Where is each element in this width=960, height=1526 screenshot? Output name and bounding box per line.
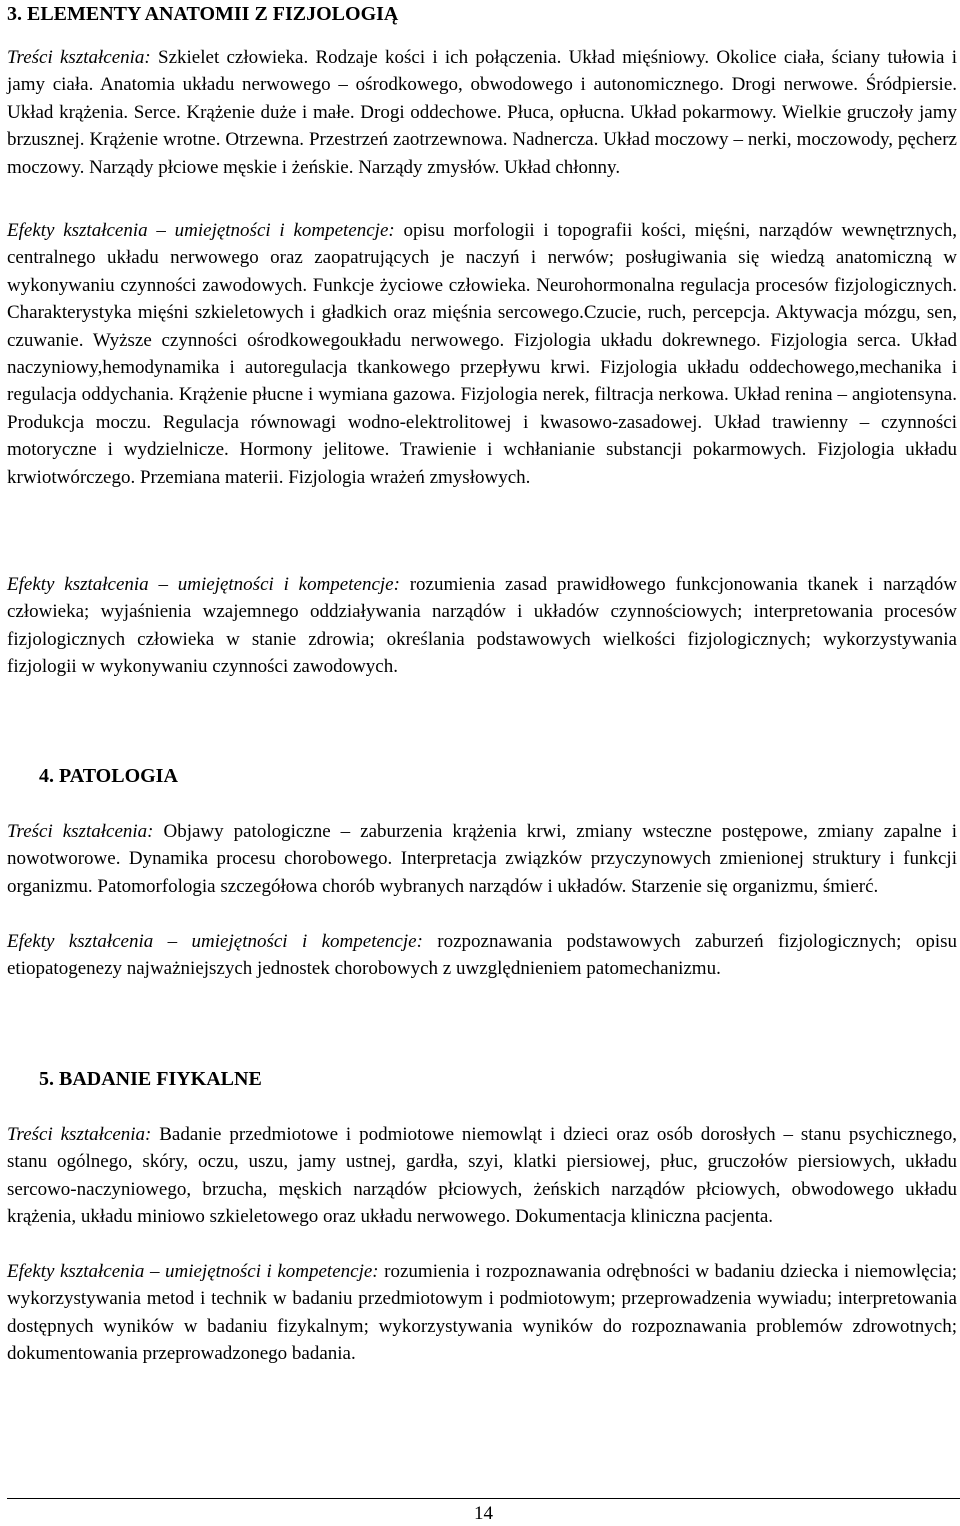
efekty-text: rozumienia i rozpoznawania odrębności w badaniu dziecka i niemowlęcia; wykorzystywania metod i technik w badaniu przedmiotowym i podmiotowym; przeprowadzenia wywiadu; interpretowania dostępnych wyników w badaniu fizykalnym; wykorzystywania wyników do rozpoznawania problemów zdrowotnych; dokumentowania przeprowadzonego badania. (7, 1261, 958, 1365)
section-4-tresci (7, 818, 957, 900)
section-3-tresci (7, 44, 957, 181)
tresci-label: Treści kształcenia: (7, 47, 151, 68)
efekty-label: Efekty kształcenia – umiejętności i kompetencje: (7, 1261, 379, 1282)
section-5-tresci (7, 1121, 957, 1231)
tresci-label: Treści kształcenia: (7, 821, 154, 842)
section-4-efekty (7, 928, 957, 983)
efekty-label: Efekty kształcenia – umiejętności i kompetencje: (7, 220, 395, 241)
efekty-text: rozpoznawania podstawowych zaburzeń fizjologicznych; opisu etiopatogenezy najważniejszych jednostek chorobowych z uwzględnieniem patomechanizmu. (7, 931, 957, 980)
tresci-text: Badanie przedmiotowe i podmiotowe niemowląt i dzieci oraz osób dorosłych – stanu psychicznego, stanu ogólnego, skóry, oczu, uszu, jamy ustnej, gardła, szyi, klatki piersiowej, płuc, gruczołów piersiowych, układu sercowo-naczyniowego, brzucha, męskich narządów płciowych, żeńskich narządów płciowych, obwodowego układu krążenia, układu miniowo szkieletowego oraz układu nerwowego. Dokumentacja kliniczna pacjenta. (7, 1124, 958, 1228)
efekty-text: opisu morfologii i topografii kości, mięśni, narządów wewnętrznych, centralnego układu nerwowego oraz zaopatrujących je naczyń i nerwów; posługiwania się wiedzą anatomiczną w wykonywaniu czynności zawodowych. Funkcje życiowe człowieka. Neurohormonalna regulacja procesów fizjologicznych. Charakterystyka mięśni szkieletowych i gładkich oraz mięśnia sercowego.Czucie, ruch, percepcja. Aktywacja mózgu, sen, czuwanie. Wyższe czynności ośrodkowegoukładu nerwowego. Fizjologia układu dokrewnego. Fizjologia serca. Układ naczyniowy,hemodynamika i autoregulacja tkankowego przepływu krwi. Fizjologia układu oddechowego,mechanika i regulacja oddychania. Krążenie płucne i wymiana gazowa. Fizjologia nerek, filtracja nerkowa. Układ renina – angiotensyna. Produkcja moczu. Regulacja równowagi wodno-elektrolitowej i kwasowo-zasadowej. Układ trawienny – czynności motoryczne i wydzielnicze. Hormony jelitowe. Trawienie i wchłanianie substancji pokarmowych. Fizjologia układu krwiotwórczego. Przemiana materii. Fizjologia wrażeń zmysłowych. (7, 220, 958, 488)
page-number: 14 (474, 1503, 493, 1524)
footer-divider (7, 1498, 960, 1499)
section-3-efekty-2 (7, 571, 957, 681)
section-5-heading: 5. BADANIE FIYKALNE (39, 1068, 262, 1090)
tresci-text: Szkielet człowieka. Rodzaje kości i ich połączenia. Układ mięśniowy. Okolice ciała, ściany tułowia i jamy ciała. Anatomia układu nerwowego – ośrodkowego, obwodowego i autonomicznego. Drogi nerwowe. Śródpiersie. Układ krążenia. Serce. Krążenie duże i małe. Drogi oddechowe. Płuca, opłucna. Układ pokarmowy. Wielkie gruczoły jamy brzusznej. Krążenie wrotne. Otrzewna. Przestrzeń zaotrzewnowa. Nadnercza. Układ moczowy – nerki, moczowody, pęcherz moczowy. Narządy płciowe męskie i żeńskie. Narządy zmysłów. Układ chłonny. (7, 47, 958, 178)
efekty-label: Efekty kształcenia – umiejętności i kompetencje: (7, 574, 400, 595)
efekty-label: Efekty kształcenia – umiejętności i kompetencje: (7, 931, 423, 952)
section-4-heading: 4. PATOLOGIA (39, 765, 178, 787)
tresci-label: Treści kształcenia: (7, 1124, 152, 1145)
section-3-efekty-1 (7, 217, 957, 491)
tresci-text: Objawy patologiczne – zaburzenia krążenia krwi, zmiany wsteczne postępowe, zmiany zapalne i nowotworowe. Dynamika procesu chorobowego. Interpretacja związków przyczynowych zmienionej struktury i funkcji organizmu. Patomorfologia szczegółowa chorób wybranych narządów i układów. Starzenie się organizmu, śmierć. (7, 821, 957, 897)
efekty-text: rozumienia zasad prawidłowego funkcjonowania tkanek i narządów człowieka; wyjaśnienia wzajemnego oddziaływania narządów i układów czynnościowych; interpretowania procesów fizjologicznych człowieka w stanie zdrowia; określania podstawowych wielkości fizjologicznych; wykorzystywania fizjologii w wykonywaniu czynności zawodowych. (7, 574, 958, 678)
section-3-heading: 3. ELEMENTY ANATOMII Z FIZJOLOGIĄ (7, 3, 399, 25)
section-5-efekty (7, 1258, 957, 1368)
